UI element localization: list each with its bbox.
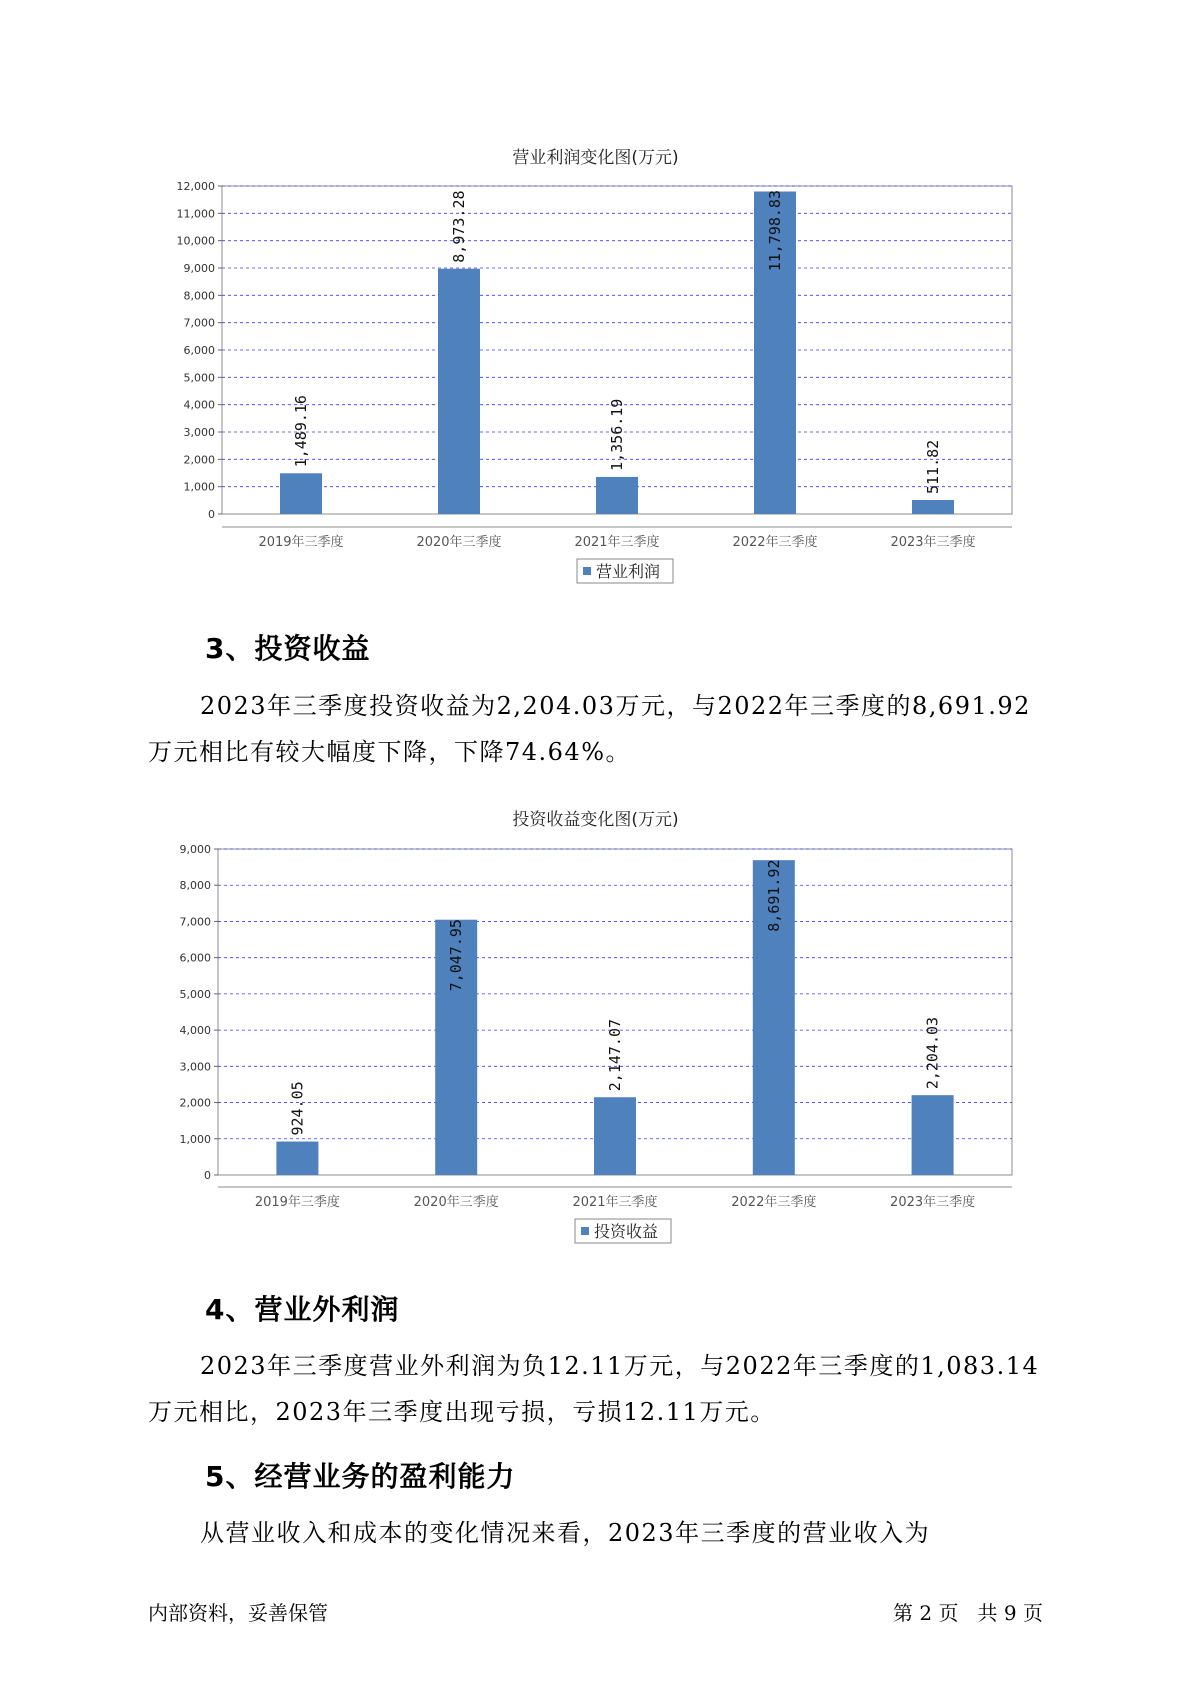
x-tick-label: 2023年三季度 bbox=[890, 1195, 976, 1210]
y-tick-label: 1,000 bbox=[179, 1132, 211, 1146]
y-tick-label: 6,000 bbox=[183, 344, 215, 357]
x-tick-label: 2020年三季度 bbox=[416, 535, 502, 550]
section4-line1: 2023年三季度营业外利润为负12.11万元，与2022年三季度的1,083.14 bbox=[200, 1352, 1040, 1380]
y-tick-label: 3,000 bbox=[179, 1060, 211, 1074]
x-tick-label: 2019年三季度 bbox=[258, 535, 344, 550]
section4-line2: 万元相比，2023年三季度出现亏损，亏损12.11万元。 bbox=[148, 1398, 776, 1426]
footer-left: 内部资料，妥善保管 bbox=[148, 1601, 328, 1625]
y-tick-label: 4,000 bbox=[179, 1024, 211, 1038]
y-tick-label: 2,000 bbox=[179, 1096, 211, 1110]
y-tick-label: 11,000 bbox=[176, 207, 215, 221]
chart2-title: 投资收益变化图(万元) bbox=[512, 810, 679, 830]
x-tick-label: 2021年三季度 bbox=[572, 1195, 658, 1210]
section5-heading: 5、经营业务的盈利能力 bbox=[205, 1460, 516, 1493]
data-label: 2,147.07 bbox=[606, 1018, 624, 1092]
y-tick-label: 6,000 bbox=[179, 951, 211, 965]
data-label: 11,798.83 bbox=[766, 190, 784, 272]
y-tick-label: 5,000 bbox=[183, 371, 215, 385]
legend-label: 投资收益 bbox=[594, 1222, 659, 1241]
y-tick-label: 4,000 bbox=[183, 398, 215, 412]
x-tick-label: 2022年三季度 bbox=[731, 1195, 817, 1210]
y-tick-label: 3,000 bbox=[183, 426, 215, 439]
chart1-title: 营业利润变化图(万元) bbox=[512, 148, 679, 168]
y-tick-label: 9,000 bbox=[179, 843, 211, 856]
legend-swatch bbox=[581, 1227, 589, 1235]
y-tick-label: 1,000 bbox=[183, 480, 215, 494]
x-tick-label: 2021年三季度 bbox=[574, 535, 660, 550]
bar bbox=[276, 1142, 318, 1175]
data-label: 1,356.19 bbox=[608, 398, 626, 471]
y-tick-label: 0 bbox=[204, 1169, 211, 1182]
x-tick-label: 2020年三季度 bbox=[413, 1195, 499, 1210]
section3-line2: 万元相比有较大幅度下降，下降74.64%。 bbox=[148, 738, 632, 766]
legend bbox=[575, 1219, 671, 1243]
legend-label: 营业利润 bbox=[596, 562, 661, 581]
y-tick-label: 8,000 bbox=[179, 879, 211, 893]
y-tick-label: 8,000 bbox=[183, 289, 215, 303]
y-tick-label: 7,000 bbox=[183, 316, 215, 330]
y-tick-label: 2,000 bbox=[183, 453, 215, 467]
section5-paragraph bbox=[148, 1510, 1068, 1556]
x-tick-label: 2023年三季度 bbox=[890, 535, 976, 550]
data-label: 7,047.95 bbox=[447, 919, 466, 992]
footer-page-number: 第 2 页 共 9 页 bbox=[893, 1601, 1043, 1625]
y-tick-label: 10,000 bbox=[176, 234, 215, 248]
x-tick-label: 2022年三季度 bbox=[732, 535, 818, 550]
data-label: 924.05 bbox=[288, 1081, 307, 1136]
data-label: 1,489.16 bbox=[292, 395, 310, 468]
data-label: 511.82 bbox=[924, 439, 942, 495]
section3-heading: 3、投资收益 bbox=[205, 632, 371, 665]
section4-paragraph bbox=[148, 1343, 1068, 1435]
data-label: 8,973.28 bbox=[450, 190, 468, 263]
data-label: 2,204.03 bbox=[923, 1016, 942, 1090]
y-tick-label: 9,000 bbox=[183, 262, 215, 275]
y-tick-label: 7,000 bbox=[179, 915, 211, 929]
section5-line1: 从营业收入和成本的变化情况来看，2023年三季度的营业收入为 bbox=[200, 1519, 931, 1547]
bar bbox=[912, 1095, 954, 1175]
y-tick-label: 0 bbox=[208, 508, 215, 521]
x-tick-label: 2019年三季度 bbox=[254, 1195, 340, 1210]
section4-heading: 4、营业外利润 bbox=[205, 1293, 400, 1326]
y-tick-label: 5,000 bbox=[179, 987, 211, 1001]
data-label: 8,691.92 bbox=[764, 859, 783, 932]
y-tick-label: 12,000 bbox=[176, 180, 215, 193]
bar bbox=[594, 1097, 636, 1175]
section3-line1: 2023年三季度投资收益为2,204.03万元，与2022年三季度的8,691.92 bbox=[200, 692, 1031, 720]
